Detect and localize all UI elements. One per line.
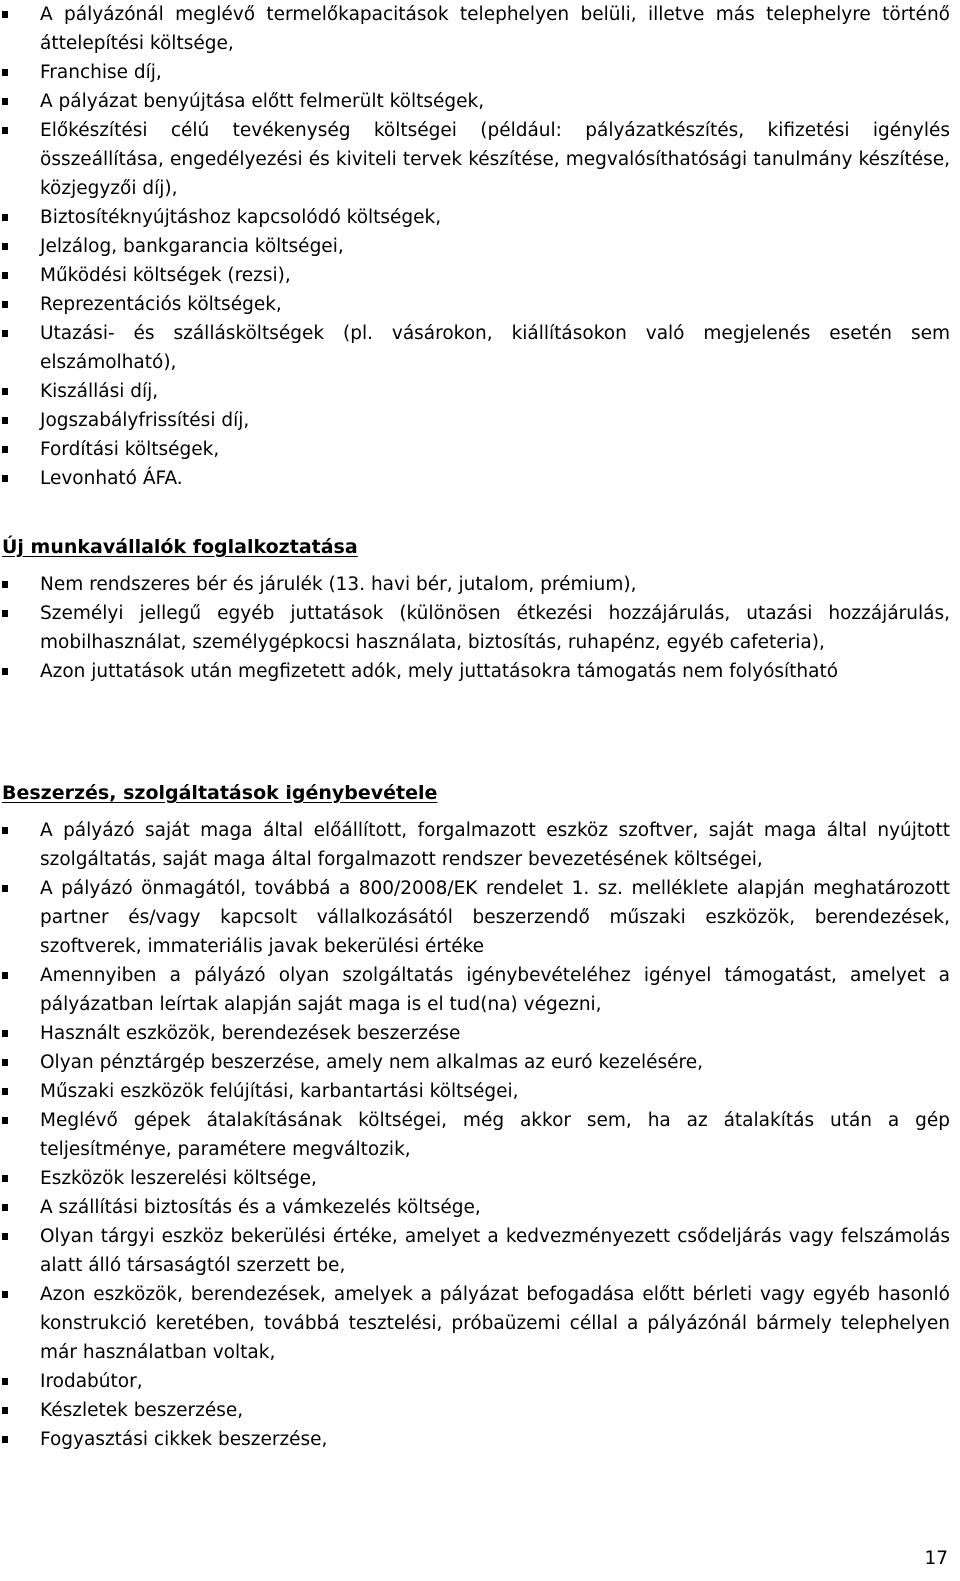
list-item-text: Előkészítési célú tevékenység költségei (például: pályázatkészítés, kifizetési igénylés összeállítása, engedélyezési és kiviteli tervek készítése, megvalósíthatósági tanulmány készítése, közjegyzői díj), xyxy=(40,120,950,199)
square-bullet-icon xyxy=(2,446,8,453)
list-item-text: Jelzálog, bankgarancia költségei, xyxy=(40,236,344,257)
list-item xyxy=(0,1077,960,1106)
list-item xyxy=(0,1019,960,1048)
list-item xyxy=(0,1048,960,1077)
square-bullet-icon xyxy=(2,1204,8,1211)
list-item xyxy=(0,1396,960,1425)
list-item-text: A szállítási biztosítás és a vámkezelés költsége, xyxy=(40,1197,481,1218)
square-bullet-icon xyxy=(2,1030,8,1037)
list-item-text: Reprezentációs költségek, xyxy=(40,294,282,315)
square-bullet-icon xyxy=(2,301,8,308)
square-bullet-icon xyxy=(2,1233,8,1240)
list-item xyxy=(0,232,960,261)
list-item-text: Azon eszközök, berendezések, amelyek a pályázat befogadása előtt bérleti vagy egyéb hasonló konstrukció keretében, továbbá tesztelési, próbaüzemi céllal a pályázónál bármely telephelyen már használatban voltak, xyxy=(40,1284,950,1363)
list-item-text: Franchise díj, xyxy=(40,62,162,83)
list-item-text: Fogyasztási cikkek beszerzése, xyxy=(40,1429,328,1450)
square-bullet-icon xyxy=(2,98,8,105)
square-bullet-icon xyxy=(2,69,8,76)
list-item-text: A pályázó önmagától, továbbá a 800/2008/EK rendelet 1. sz. melléklete alapján meghatározott partner és/vagy kapcsolt vállalkozásától beszerzendő műszaki eszközök, berendezések, szoftverek, immateriális javak bekerülési értéke xyxy=(40,878,950,957)
list-item xyxy=(0,1425,960,1454)
list-item-text: Biztosítéknyújtáshoz kapcsolódó költségek, xyxy=(40,207,442,228)
list-item xyxy=(0,464,960,493)
square-bullet-icon xyxy=(2,885,8,892)
list-item xyxy=(0,657,960,686)
list-item xyxy=(0,377,960,406)
list-item xyxy=(0,290,960,319)
square-bullet-icon xyxy=(2,330,8,337)
list-item xyxy=(0,1193,960,1222)
list-item-text: Jogszabályfrissítési díj, xyxy=(40,410,250,431)
square-bullet-icon xyxy=(2,388,8,395)
square-bullet-icon xyxy=(2,668,8,675)
square-bullet-icon xyxy=(2,1407,8,1414)
square-bullet-icon xyxy=(2,11,8,18)
list-item xyxy=(0,58,960,87)
cost-list-general xyxy=(0,0,960,493)
list-item-text: Használt eszközök, berendezések beszerzése xyxy=(40,1023,461,1044)
list-item xyxy=(0,261,960,290)
square-bullet-icon xyxy=(2,1291,8,1298)
page-number: 17 xyxy=(924,1548,948,1569)
square-bullet-icon xyxy=(2,827,8,834)
list-item-text: A pályázó saját maga által előállított, forgalmazott eszköz szoftver, saját maga által nyújtott szolgáltatás, saját maga által forgalmazott rendszer bevezetésének költségei, xyxy=(40,820,950,870)
list-item-text: Levonható ÁFA. xyxy=(40,468,183,489)
list-item-text: Irodabútor, xyxy=(40,1371,143,1392)
list-item xyxy=(0,1106,960,1164)
square-bullet-icon xyxy=(2,610,8,617)
list-item-text: Kiszállási díj, xyxy=(40,381,159,402)
list-item xyxy=(0,203,960,232)
square-bullet-icon xyxy=(2,1059,8,1066)
square-bullet-icon xyxy=(2,214,8,221)
section-heading-procurement: Beszerzés, szolgáltatások igénybevétele xyxy=(2,782,438,804)
list-item-text: Műszaki eszközök felújítási, karbantartási költségei, xyxy=(40,1081,519,1102)
square-bullet-icon xyxy=(2,972,8,979)
list-item-text: Utazási- és szállásköltségek (pl. vásárokon, kiállításokon való megjelenés esetén sem elszámolható), xyxy=(40,323,950,373)
cost-list-employment xyxy=(0,570,960,686)
list-item-text: Amennyiben a pályázó olyan szolgáltatás igénybevételéhez igényel támogatást, amelyet a pályázatban leírtak alapján saját maga is el tud(na) végezni, xyxy=(40,965,950,1015)
list-item-text: Eszközök leszerelési költsége, xyxy=(40,1168,317,1189)
list-item-text: Olyan tárgyi eszköz bekerülési értéke, amelyet a kedvezményezett csődeljárás vagy felszámolás alatt álló társaságtól szerzett be, xyxy=(40,1226,950,1276)
list-item-text: Személyi jellegű egyéb juttatások (különösen étkezési hozzájárulás, utazási hozzájárulás, mobilhasználat, személygépkocsi használata, biztosítás, ruhapénz, egyéb cafeteria), xyxy=(40,603,950,653)
list-item xyxy=(0,1222,960,1280)
section-heading-employment: Új munkavállalók foglalkoztatása xyxy=(2,536,358,558)
list-item xyxy=(0,406,960,435)
square-bullet-icon xyxy=(2,1175,8,1182)
list-item-text: Azon juttatások után megfizetett adók, mely juttatásokra támogatás nem folyósítható xyxy=(40,661,839,682)
list-item-text: Nem rendszeres bér és járulék (13. havi bér, jutalom, prémium), xyxy=(40,574,637,595)
list-item-text: A pályázat benyújtása előtt felmerült költségek, xyxy=(40,91,485,112)
square-bullet-icon xyxy=(2,417,8,424)
list-item xyxy=(0,1367,960,1396)
list-item-text: Készletek beszerzése, xyxy=(40,1400,244,1421)
list-item xyxy=(0,874,960,961)
list-item-text: Olyan pénztárgép beszerzése, amely nem alkalmas az euró kezelésére, xyxy=(40,1052,704,1073)
list-item xyxy=(0,816,960,874)
square-bullet-icon xyxy=(2,1436,8,1443)
square-bullet-icon xyxy=(2,1088,8,1095)
list-item-text: Meglévő gépek átalakításának költségei, még akkor sem, ha az átalakítás után a gép teljesítménye, paramétere megváltozik, xyxy=(40,1110,950,1160)
list-item xyxy=(0,87,960,116)
list-item xyxy=(0,599,960,657)
cost-list-procurement xyxy=(0,816,960,1454)
list-item xyxy=(0,1164,960,1193)
list-item xyxy=(0,319,960,377)
list-item xyxy=(0,435,960,464)
square-bullet-icon xyxy=(2,581,8,588)
square-bullet-icon xyxy=(2,243,8,250)
list-item xyxy=(0,116,960,203)
list-item xyxy=(0,1280,960,1367)
square-bullet-icon xyxy=(2,127,8,134)
square-bullet-icon xyxy=(2,475,8,482)
list-item-text: Működési költségek (rezsi), xyxy=(40,265,291,286)
list-item-text: Fordítási költségek, xyxy=(40,439,220,460)
square-bullet-icon xyxy=(2,272,8,279)
list-item xyxy=(0,961,960,1019)
list-item xyxy=(0,570,960,599)
square-bullet-icon xyxy=(2,1378,8,1385)
list-item xyxy=(0,0,960,58)
list-item-text: A pályázónál meglévő termelőkapacitások telephelyen belüli, illetve más telephelyre történő áttelepítési költsége, xyxy=(40,4,950,54)
square-bullet-icon xyxy=(2,1117,8,1124)
